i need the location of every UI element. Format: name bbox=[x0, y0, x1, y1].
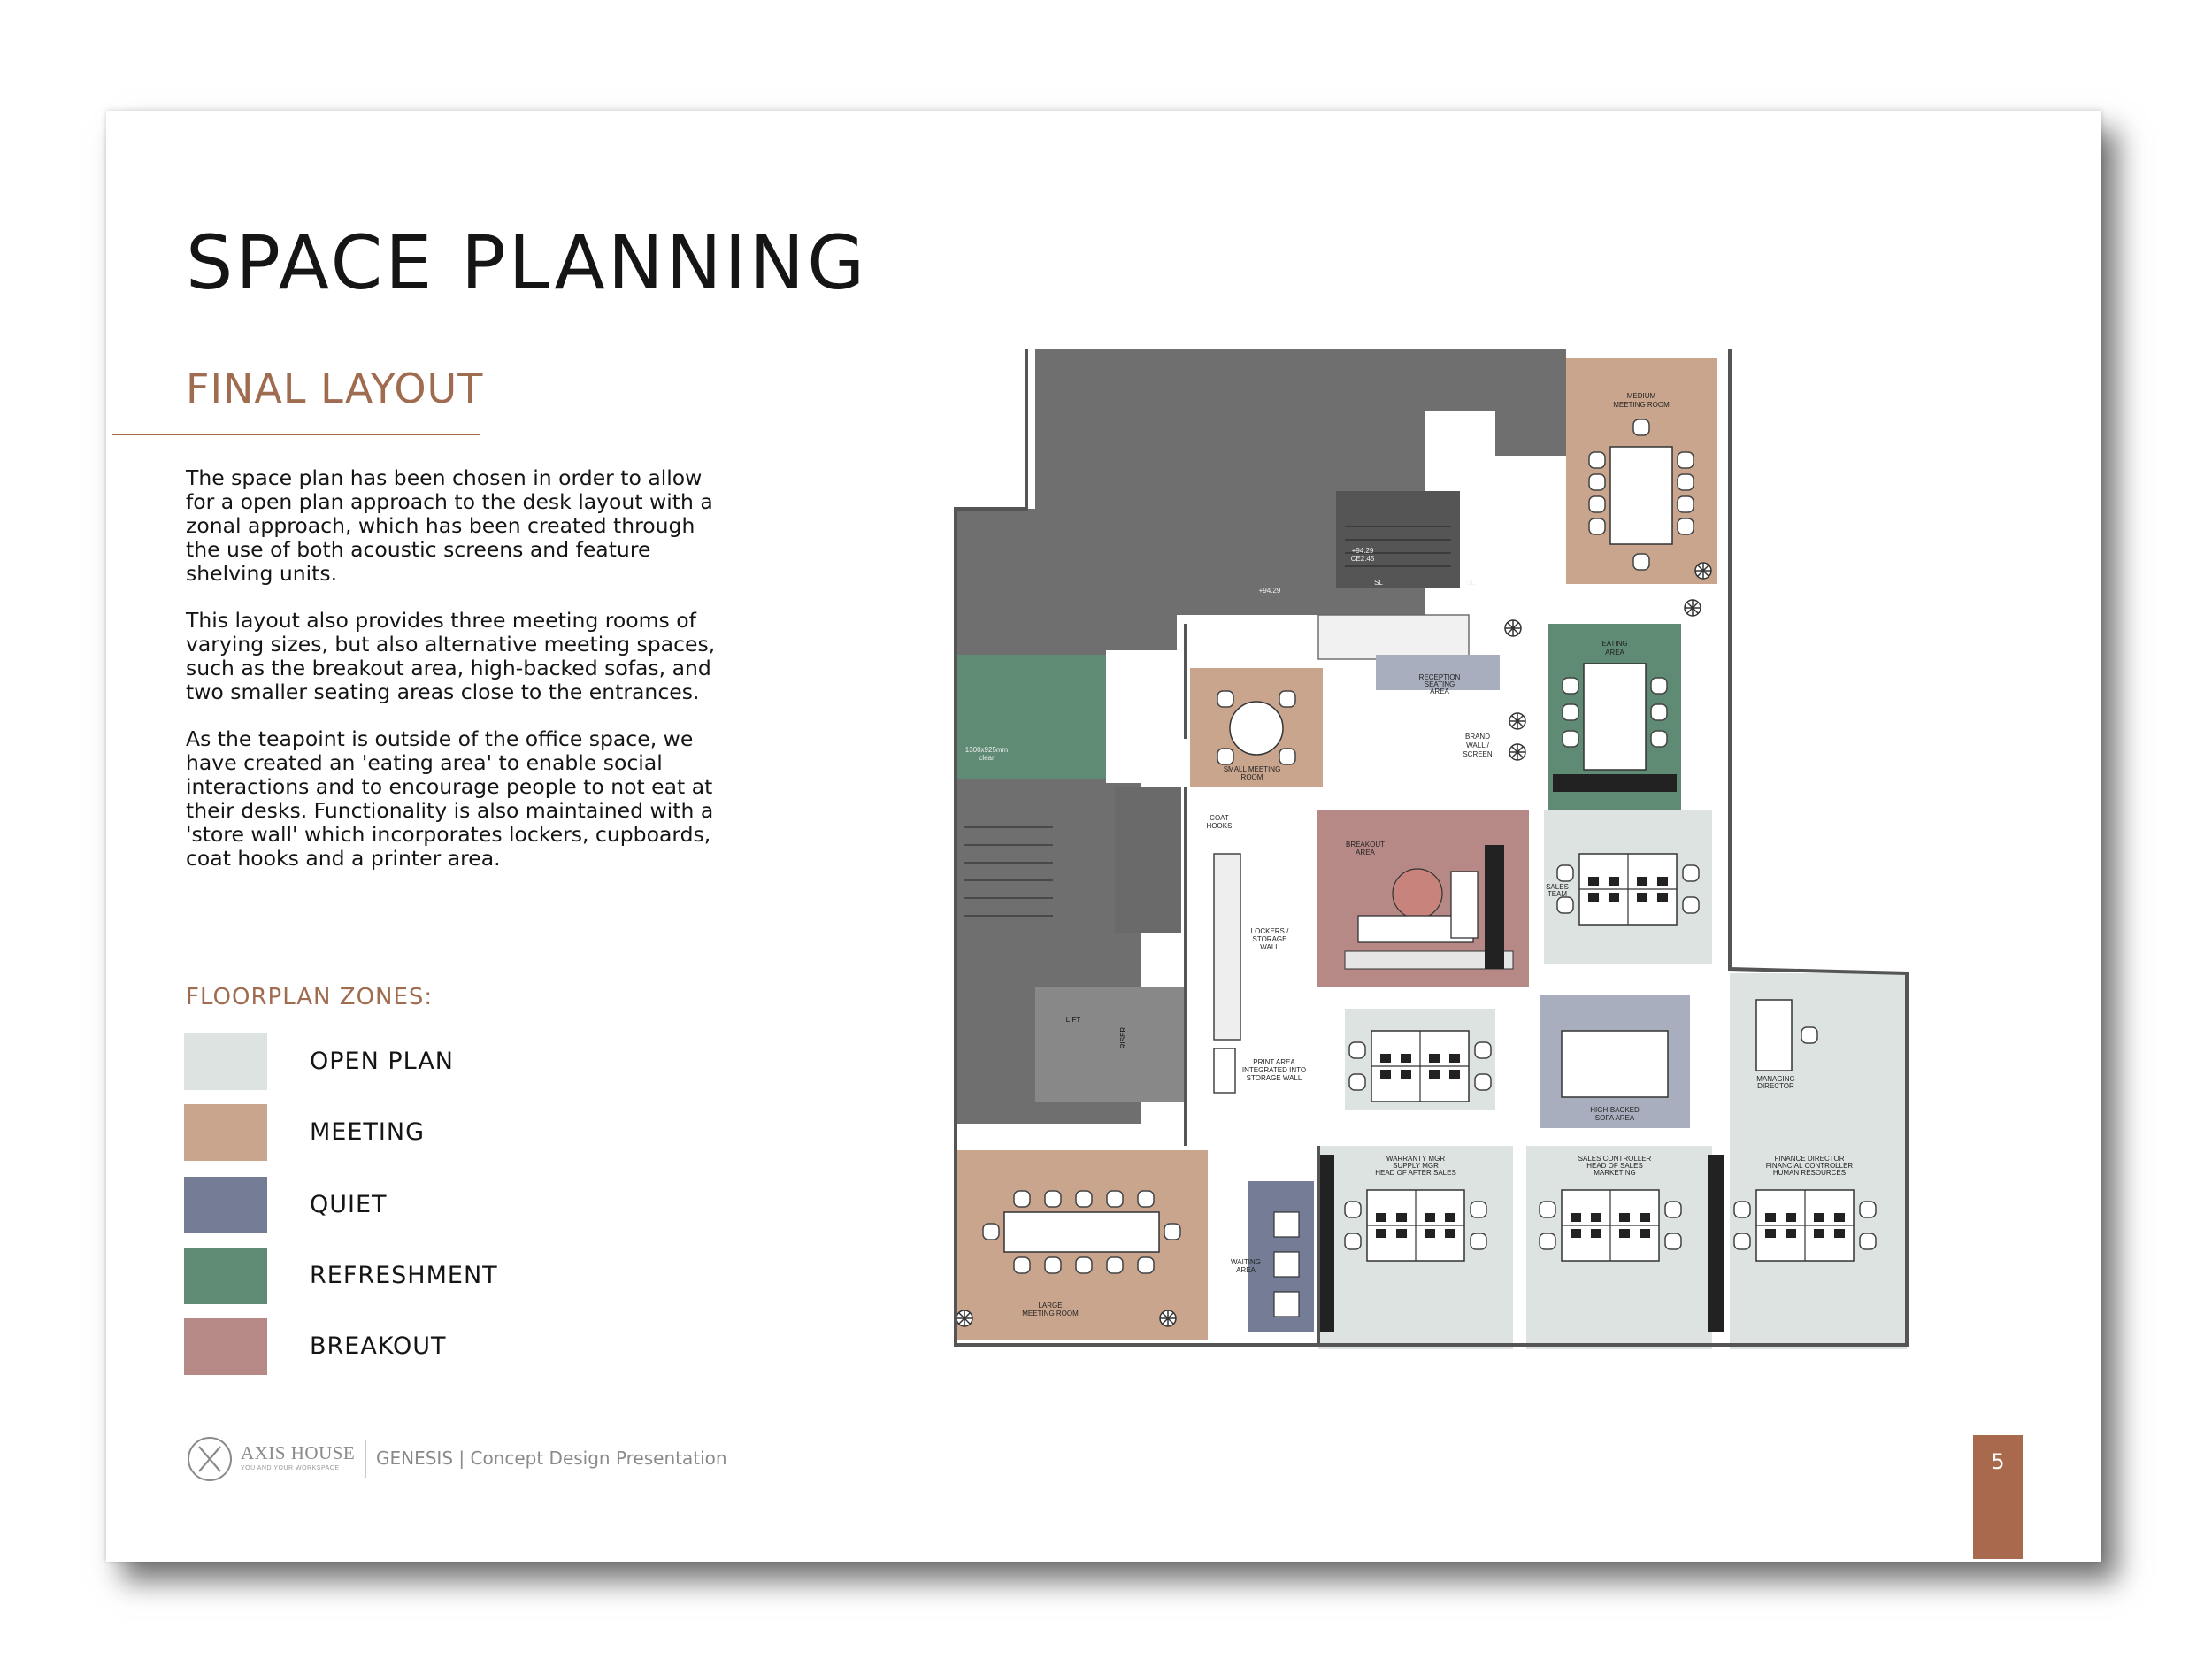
label-print-area: INTEGRATED INTO bbox=[1241, 1066, 1307, 1074]
label-brand-wall: SCREEN bbox=[1463, 750, 1493, 758]
legend-label: REFRESHMENT bbox=[310, 1262, 498, 1289]
subtitle-underline bbox=[112, 434, 480, 435]
legend-quiet bbox=[184, 1177, 715, 1233]
label-large-meeting: MEETING ROOM bbox=[1022, 1310, 1079, 1317]
brand-name: AXIS HOUSE bbox=[241, 1442, 356, 1463]
label-lift: LIFT bbox=[1065, 1016, 1081, 1024]
label-reception: AREA bbox=[1430, 687, 1449, 695]
label-sales-controller: SALES CONTROLLER bbox=[1578, 1155, 1652, 1163]
page-number: 5 bbox=[1991, 1449, 2005, 1474]
label-sl: SL bbox=[1374, 579, 1383, 587]
swatch-quiet bbox=[184, 1177, 267, 1233]
label-finance: FINANCIAL CONTROLLER bbox=[1765, 1162, 1854, 1170]
label-reception: RECEPTION bbox=[1418, 673, 1461, 681]
label-sales-controller: HEAD OF SALES bbox=[1586, 1162, 1643, 1170]
label-breakout: BREAKOUT bbox=[1345, 841, 1386, 849]
label-waiting: AREA bbox=[1236, 1266, 1256, 1274]
label-coat-hooks: COAT bbox=[1210, 814, 1229, 822]
label-level-b: CE2.45 bbox=[1350, 555, 1375, 563]
legend-label: MEETING bbox=[310, 1118, 425, 1146]
legend-label: BREAKOUT bbox=[310, 1333, 447, 1360]
label-print-area: STORAGE WALL bbox=[1246, 1074, 1302, 1082]
swatch-meeting bbox=[184, 1104, 267, 1161]
label-lockers: WALL bbox=[1260, 943, 1279, 951]
legend-meeting bbox=[184, 1104, 715, 1161]
label-sales-team: TEAM bbox=[1547, 890, 1568, 898]
label-small-meeting: SMALL MEETING bbox=[1223, 765, 1281, 773]
label-small-meeting: ROOM bbox=[1240, 773, 1263, 781]
label-level-b: +94.29 bbox=[1351, 547, 1374, 555]
label-riser: RISER bbox=[1119, 1026, 1127, 1049]
label-finance: FINANCE DIRECTOR bbox=[1774, 1155, 1845, 1163]
label-managing-director: DIRECTOR bbox=[1757, 1082, 1794, 1090]
label-lockers: LOCKERS / bbox=[1250, 927, 1289, 935]
label-breakout: AREA bbox=[1356, 849, 1375, 856]
label-medium-meeting: MEETING ROOM bbox=[1613, 401, 1670, 409]
legend-breakout bbox=[184, 1318, 715, 1375]
label-brand-wall: BRAND bbox=[1464, 733, 1491, 741]
label-coat-hooks: HOOKS bbox=[1206, 822, 1233, 830]
label-warranty: SUPPLY MGR bbox=[1393, 1162, 1439, 1170]
zones-heading: FLOORPLAN ZONES: bbox=[186, 984, 434, 1010]
swatch-open-plan bbox=[184, 1033, 267, 1090]
label-large-meeting: LARGE bbox=[1038, 1302, 1063, 1310]
footer-divider bbox=[365, 1440, 366, 1478]
label-tea-note: 1300x925mm bbox=[964, 746, 1009, 754]
label-sofa: SOFA AREA bbox=[1594, 1114, 1635, 1122]
label-sl: SL bbox=[1466, 579, 1475, 587]
label-warranty: HEAD OF AFTER SALES bbox=[1375, 1169, 1456, 1177]
page-number-tab bbox=[1973, 1435, 2023, 1559]
legend-open-plan bbox=[184, 1033, 715, 1090]
description bbox=[186, 466, 717, 894]
label-sofa: HIGH-BACKED bbox=[1590, 1106, 1640, 1114]
swatch-refreshment bbox=[184, 1248, 267, 1304]
page-title: SPACE PLANNING bbox=[186, 219, 868, 306]
floorplan-drawing bbox=[929, 349, 1920, 1349]
label-medium-meeting: MEDIUM bbox=[1626, 392, 1656, 400]
paragraph-1: The space plan has been chosen in order to allow for a open plan approach to the desk layout with a zonal approach, which has been created through the use of both acoustic screens and feature shelving units. bbox=[186, 465, 713, 586]
label-warranty: WARRANTY MGR bbox=[1386, 1155, 1446, 1163]
legend-label: QUIET bbox=[310, 1191, 388, 1218]
label-eating: EATING bbox=[1601, 640, 1628, 648]
paragraph-2: This layout also provides three meeting rooms of varying sizes, but also alternative meeting spaces, such as the breakout area, high-backed sofas, and two smaller seating areas close to the entrances. bbox=[186, 608, 716, 704]
brand-tagline: YOU AND YOUR WORKSPACE bbox=[241, 1465, 340, 1471]
label-reception: SEATING bbox=[1424, 680, 1455, 688]
label-eating: AREA bbox=[1605, 649, 1624, 657]
paragraph-3: As the teapoint is outside of the office space, we have created an 'eating area' to enable social interactions and to encourage people to not eat at their desks. Functionality is also maintained with a 'store wall' which incorporates lockers, cupboards, coat hooks and a printer area. bbox=[186, 726, 714, 871]
label-lockers: STORAGE bbox=[1252, 935, 1287, 943]
project-title: GENESIS | Concept Design Presentation bbox=[376, 1448, 727, 1469]
label-sales-team: SALES bbox=[1546, 883, 1569, 891]
legend-refreshment bbox=[184, 1248, 715, 1304]
label-level-a: +94.29 bbox=[1258, 587, 1281, 595]
label-waiting: WAITING bbox=[1231, 1258, 1261, 1266]
legend-label: OPEN PLAN bbox=[310, 1048, 454, 1075]
label-managing-director: MANAGING bbox=[1756, 1075, 1795, 1083]
label-print-area: PRINT AREA bbox=[1253, 1058, 1295, 1066]
label-finance: HUMAN RESOURCES bbox=[1772, 1169, 1847, 1177]
x-circle-logo-icon bbox=[186, 1435, 234, 1483]
swatch-breakout bbox=[184, 1318, 267, 1375]
section-subtitle: FINAL LAYOUT bbox=[186, 365, 484, 412]
label-tea-note: clear bbox=[979, 754, 995, 762]
label-sales-controller: MARKETING bbox=[1594, 1169, 1636, 1177]
label-brand-wall: WALL / bbox=[1466, 741, 1489, 749]
